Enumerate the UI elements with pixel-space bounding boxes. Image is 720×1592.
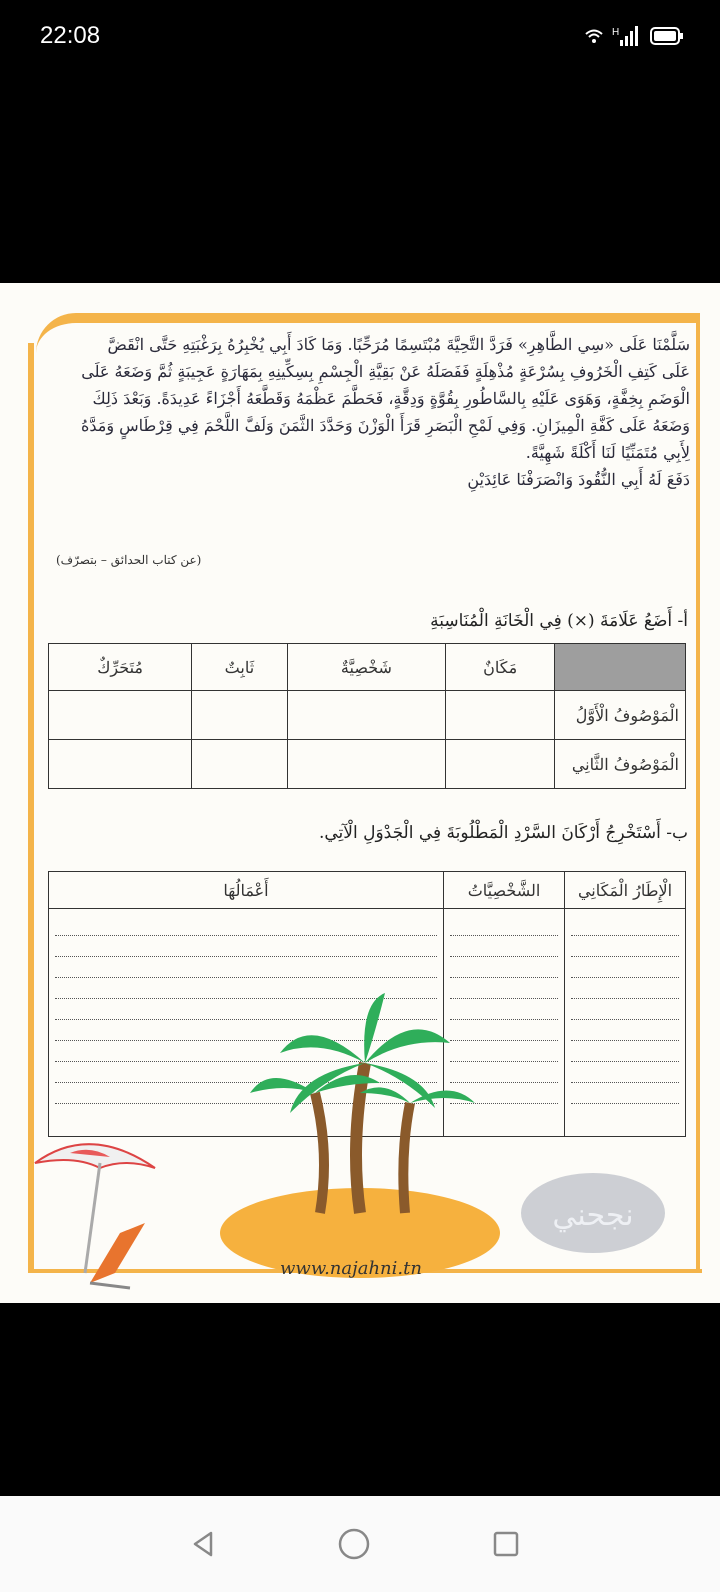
frame-decoration-right — [696, 313, 700, 1273]
table-header-character: شَخْصِيَّةٌ — [287, 644, 446, 691]
answer-cell — [287, 691, 446, 740]
signal-icon — [612, 25, 642, 47]
passage-line: عَلَى كَتِفِ الْخَرُوفِ بِسُرْعَةٍ مُذْهِلَةٍ فَفَصَلَهُ عَنْ بَقِيَّةِ الْجِسْمِ بِسِكِّينِهِ بِمَهَارَةٍ عَجِيبَةٍ ثُمَّ وَضَعَهُ عَلَى — [81, 362, 690, 381]
back-icon — [189, 1529, 219, 1559]
question-a: أ- أَضَعُ عَلَامَةَ (×) فِي الْخَانَةِ الْمُنَاسِبَةِ — [430, 611, 688, 631]
answer-cell — [287, 740, 446, 789]
dotted-answer-column — [565, 909, 686, 1137]
svg-text:H: H — [612, 27, 620, 38]
answer-cell — [446, 740, 555, 789]
beach-umbrella-illustration — [30, 1123, 170, 1293]
website-url[interactable]: www.najahni.tn — [280, 1258, 422, 1279]
answer-cell — [49, 740, 192, 789]
passage-line: دَفَعَ لَهُ أَبِي النُّقُودَ وَانْصَرَفْنَا عَائِدَيْنِ — [467, 470, 690, 489]
table-header-static: ثَابِتٌ — [192, 644, 287, 691]
wifi-icon — [584, 27, 604, 45]
answer-cell — [446, 691, 555, 740]
status-icons — [584, 24, 684, 48]
status-bar — [0, 0, 720, 80]
table-header-characters: الشَّخْصِيَّاتُ — [444, 872, 565, 909]
table-header-place: مَكَانٌ — [446, 644, 555, 691]
status-time: 22:08 — [40, 22, 101, 49]
answer-cell — [192, 691, 287, 740]
worksheet-image[interactable] — [0, 283, 720, 1303]
palm-island-illustration — [210, 983, 510, 1283]
battery-icon — [650, 26, 684, 46]
recents-icon — [492, 1530, 520, 1558]
home-icon — [337, 1527, 371, 1561]
table-corner-cell — [555, 644, 686, 691]
najahni-logo — [518, 1171, 668, 1255]
passage-line: لِأَبِي مُتَمَنِّيًا لَنَا أَكْلَةً شَهِيَّةً. — [525, 443, 690, 462]
source-citation: (عن كتاب الحدائق – بتصرّف) — [56, 553, 202, 567]
recents-button[interactable] — [484, 1522, 528, 1566]
navigation-bar — [0, 1496, 720, 1592]
table-row-second-described: الْمَوْصُوفُ الثَّانِي — [555, 740, 686, 789]
answer-cell — [49, 691, 192, 740]
back-button[interactable] — [182, 1522, 226, 1566]
answer-cell — [192, 740, 287, 789]
reading-passage — [30, 331, 690, 493]
table-row-first-described: الْمَوْصُوفُ الْأَوَّلُ — [555, 691, 686, 740]
passage-line: الْوَضَمِ بِخِفَّةٍ، وَهَوَى عَلَيْهِ بِالسَّاطُورِ بِقُوَّةٍ وَدِقَّةٍ، فَحَطَّمَ عَظْمَهُ وَقَطَّعَهُ أَجْزَاءً عَدِيدَةً. وَبَعْدَ ذَلِكَ — [92, 389, 690, 408]
table-header-actions: أَعْمَالُهَا — [49, 872, 444, 909]
passage-line: وَضَعَهُ عَلَى كَفَّةِ الْمِيزَانِ. وَفِي لَمْحِ الْبَصَرِ قَرَأَ الْوَزْنَ وَحَدَّدَ الثَّمَنَ وَلَفَّ اللَّحْمَ فِي قِرْطَاسٍ وَمَدَّهُ — [80, 416, 690, 435]
table-header-setting: الْإِطَارُ الْمَكَانِي — [565, 872, 686, 909]
passage-line: سَلَّمْنَا عَلَى «سِي الطَّاهِرِ» فَرَدَّ التَّحِيَّةَ مُبْتَسِمًا مُرَحِّبًا. وَمَا كَادَ أَبِي يُخْبِرُهُ بِرَغْبَتِهِ حَتَّى انْقَضَّ — [107, 335, 690, 354]
marking-table — [48, 643, 686, 789]
table-header-moving: مُتَحَرِّكٌ — [49, 644, 192, 691]
question-b: ب- أَسْتَخْرِجُ أَرْكَانَ السَّرْدِ الْمَطْلُوبَةَ فِي الْجَدْوَلِ الْآتِي. — [318, 823, 688, 843]
svg-text:نجحني: نجحني — [552, 1198, 634, 1233]
home-button[interactable] — [332, 1522, 376, 1566]
